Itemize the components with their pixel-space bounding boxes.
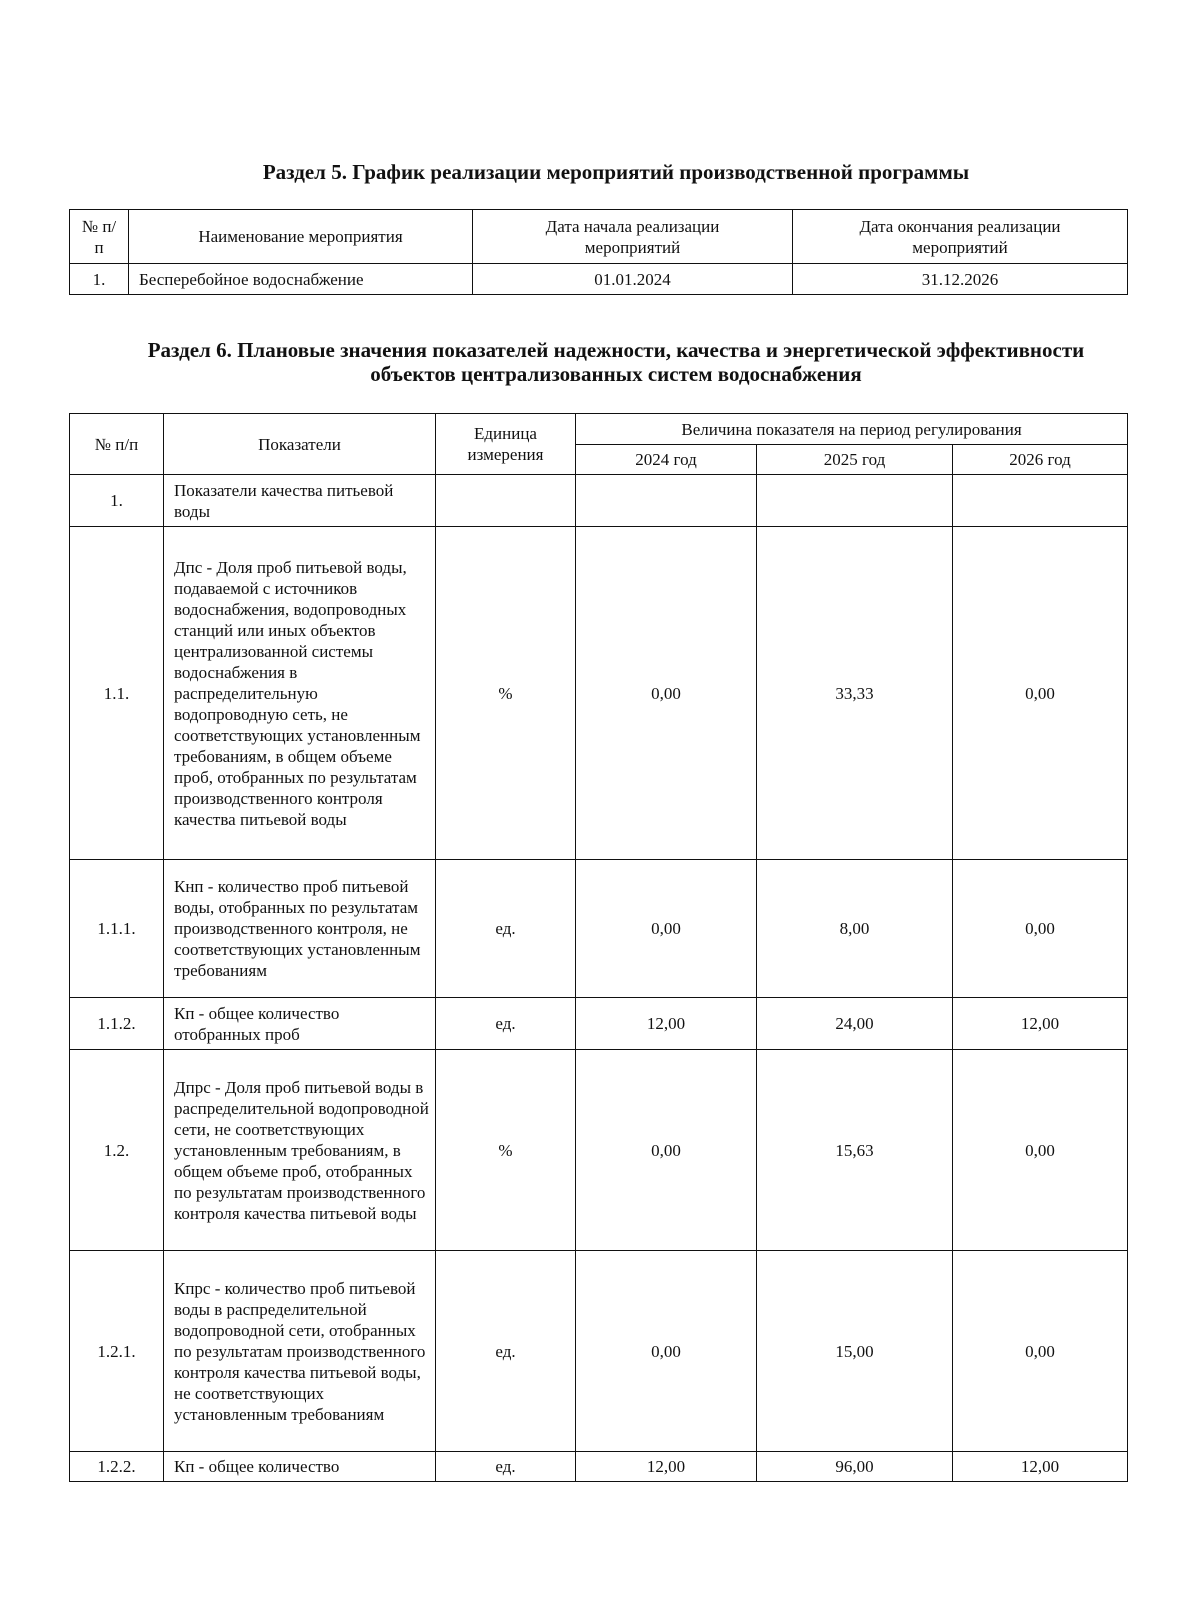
cell-num: 1.1.1. xyxy=(70,860,164,998)
cell-unit: % xyxy=(436,527,576,860)
cell-name: Бесперебойное водоснабжение xyxy=(129,264,473,295)
cell-2026: 0,00 xyxy=(953,1050,1128,1251)
cell-2026: 0,00 xyxy=(953,527,1128,860)
cell-2025: 96,00 xyxy=(757,1452,953,1482)
header-period: Величина показателя на период регулирования xyxy=(576,414,1128,445)
cell-num: 1. xyxy=(70,475,164,527)
cell-2025: 24,00 xyxy=(757,998,953,1050)
cell-num: 1.1.2. xyxy=(70,998,164,1050)
cell-num: 1.2. xyxy=(70,1050,164,1251)
cell-start: 01.01.2024 xyxy=(473,264,793,295)
table-row xyxy=(70,1452,1128,1482)
cell-2025: 15,00 xyxy=(757,1251,953,1452)
cell-indicator: Кп - общее количество xyxy=(164,1452,436,1482)
section5-title: Раздел 5. График реализации мероприятий производственной программы xyxy=(262,160,970,184)
cell-indicator: Показатели качества питьевой воды xyxy=(164,475,436,527)
table-row xyxy=(70,264,1128,295)
section6-title-line1: Раздел 6. Плановые значения показателей надежности, качества и энергетической эффективности xyxy=(147,338,1085,362)
cell-2024: 12,00 xyxy=(576,998,757,1050)
section6-title-line2: объектов централизованных систем водоснабжения xyxy=(370,362,862,386)
section5-table xyxy=(69,209,1128,295)
section6-table xyxy=(69,413,1128,1482)
cell-2024 xyxy=(576,475,757,527)
header-year-2024: 2024 год xyxy=(576,445,757,475)
table-row xyxy=(70,527,1128,860)
cell-num: 1.2.1. xyxy=(70,1251,164,1452)
cell-indicator: Дпрс - Доля проб питьевой воды в распределительной водопроводной сети, не соответствующих установленным требованиям, в общем объеме проб, отобранных по результатам производственного контроля качества питьевой воды xyxy=(164,1050,436,1251)
section5-header-row xyxy=(70,210,1128,264)
section6-header-row-1 xyxy=(70,414,1128,445)
cell-2026: 12,00 xyxy=(953,998,1128,1050)
header-start: Дата начала реализации мероприятий xyxy=(473,210,793,264)
table-row xyxy=(70,998,1128,1050)
cell-num: 1.1. xyxy=(70,527,164,860)
header-end: Дата окончания реализации мероприятий xyxy=(793,210,1128,264)
cell-unit: ед. xyxy=(436,1251,576,1452)
cell-indicator: Кп - общее количество отобранных проб xyxy=(164,998,436,1050)
cell-2025: 8,00 xyxy=(757,860,953,998)
cell-2024: 0,00 xyxy=(576,1050,757,1251)
cell-indicator: Кпрс - количество проб питьевой воды в распределительной водопроводной сети, отобранных по результатам производственного контроля качества питьевой воды, не соответствующих установленным требованиям xyxy=(164,1251,436,1452)
header-unit: Единица измерения xyxy=(436,414,576,475)
cell-2024: 0,00 xyxy=(576,1251,757,1452)
section6-title xyxy=(16,338,1200,386)
cell-unit: ед. xyxy=(436,860,576,998)
cell-2024: 12,00 xyxy=(576,1452,757,1482)
cell-2024: 0,00 xyxy=(576,860,757,998)
cell-unit: ед. xyxy=(436,1452,576,1482)
cell-unit: % xyxy=(436,1050,576,1251)
cell-2026 xyxy=(953,475,1128,527)
table-row xyxy=(70,1251,1128,1452)
cell-num: 1. xyxy=(70,264,129,295)
table-row xyxy=(70,860,1128,998)
header-num: № п/п xyxy=(70,414,164,475)
header-year-2026: 2026 год xyxy=(953,445,1128,475)
header-name: Наименование мероприятия xyxy=(129,210,473,264)
cell-2026: 12,00 xyxy=(953,1452,1128,1482)
table-row xyxy=(70,475,1128,527)
cell-2025: 15,63 xyxy=(757,1050,953,1251)
header-year-2025: 2025 год xyxy=(757,445,953,475)
cell-indicator: Дпс - Доля проб питьевой воды, подаваемой с источников водоснабжения, водопроводных станций или иных объектов централизованной системы водоснабжения в распределительную водопроводную сеть, не соответствующих установленным требованиям, в общем объеме проб, отобранных по результатам производственного контроля качества питьевой воды xyxy=(164,527,436,860)
cell-2026: 0,00 xyxy=(953,860,1128,998)
header-indicator: Показатели xyxy=(164,414,436,475)
cell-2025 xyxy=(757,475,953,527)
header-num: № п/п xyxy=(70,210,129,264)
table-row xyxy=(70,1050,1128,1251)
cell-2026: 0,00 xyxy=(953,1251,1128,1452)
cell-indicator: Кнп - количество проб питьевой воды, отобранных по результатам производственного контроля, не соответствующих установленным требованиям xyxy=(164,860,436,998)
cell-2024: 0,00 xyxy=(576,527,757,860)
cell-end: 31.12.2026 xyxy=(793,264,1128,295)
cell-unit: ед. xyxy=(436,998,576,1050)
cell-num: 1.2.2. xyxy=(70,1452,164,1482)
cell-2025: 33,33 xyxy=(757,527,953,860)
cell-unit xyxy=(436,475,576,527)
